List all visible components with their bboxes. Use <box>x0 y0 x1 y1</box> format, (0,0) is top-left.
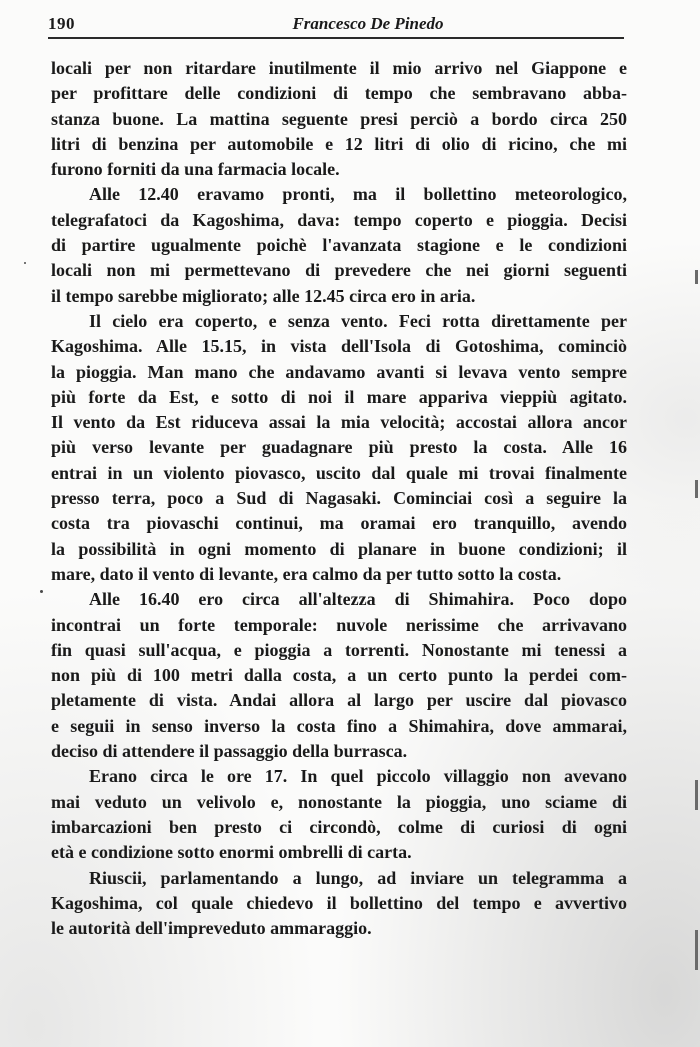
text-line: di partire ugualmente poichè l'avanzata stagione e le condizioni <box>51 235 627 256</box>
page-edge-mark <box>695 780 698 810</box>
text-line: litri di benzina per automobile e 12 litri di olio di ricino, che mi <box>51 133 627 154</box>
page-edge-mark <box>695 270 698 284</box>
text-line: pletamente di vista. Andai allora al largo per uscire dal piovasco <box>51 690 627 711</box>
text-line: stanza buone. La mattina seguente presi perciò a bordo circa 250 <box>51 108 627 129</box>
text-line: furono forniti da una farmacia locale. <box>51 159 340 180</box>
page-edge-mark <box>695 930 698 970</box>
text-line: e seguii in senso inverso la costa fino a Shimahira, dove ammarai, <box>51 715 627 736</box>
text-line: imbarcazioni ben presto ci circondò, colme di curiosi di ogni <box>51 816 627 837</box>
paragraph <box>51 587 627 764</box>
running-head: Francesco De Pinedo <box>292 14 444 33</box>
body-text <box>51 56 627 941</box>
text-line: le autorità dell'impreveduto ammaraggio. <box>51 918 372 939</box>
text-line: età e condizione sotto enormi ombrelli di carta. <box>51 842 412 863</box>
text-line: Alle 16.40 ero circa all'altezza di Shimahira. Poco dopo <box>89 589 627 610</box>
text-line: costa tra piovaschi continui, ma oramai ero tranquillo, avendo <box>51 513 627 534</box>
text-line: locali per non ritardare inutilmente il mio arrivo nel Giappone e <box>51 58 627 78</box>
paragraph <box>51 56 627 182</box>
page-number: 190 <box>48 14 75 33</box>
text-line: Il cielo era coperto, e senza vento. Feci rotta direttamente per <box>89 310 627 331</box>
text-line: Kagoshima. Alle 15.15, in vista dell'Isola di Gotoshima, cominciò <box>51 336 627 357</box>
text-line: Erano circa le ore 17. In quel piccolo villaggio non avevano <box>89 766 627 787</box>
text-line: più verso levante per guadagnare più presto la costa. Alle 16 <box>51 437 627 458</box>
header-rule <box>48 37 624 39</box>
text-line: Kagoshima, col quale chiedevo il bollettino del tempo e avvertivo <box>51 892 627 913</box>
text-line: il tempo sarebbe migliorato; alle 12.45 circa ero in aria. <box>51 285 476 306</box>
text-line: entrai in un violento piovasco, uscito dal quale mi trovai finalmente <box>51 462 627 483</box>
text-line: Alle 12.40 eravamo pronti, ma il bollettino meteorologico, <box>89 184 627 205</box>
text-line: locali non mi permettevano di prevedere che nei giorni seguenti <box>51 260 627 281</box>
text-line: telegrafatoci da Kagoshima, dava: tempo coperto e pioggia. Decisi <box>51 209 627 230</box>
text-line: incontrai un forte temporale: nuvole nerissime che arrivavano <box>51 614 627 635</box>
text-line: non più di 100 metri dalla costa, a un certo punto la perdei com- <box>51 665 627 686</box>
text-line: mai veduto un velivolo e, nonostante la pioggia, uno sciame di <box>51 791 627 812</box>
text-line: più forte da Est, e sotto di noi il mare appariva vieppiù agitato. <box>51 386 627 407</box>
text-line: deciso di attendere il passaggio della burrasca. <box>51 741 408 762</box>
text-line: la possibilità in ogni momento di planare in buone condizioni; il <box>51 538 627 559</box>
text-line: mare, dato il vento di levante, era calmo da per tutto sotto la costa. <box>51 563 562 584</box>
text-line: fin quasi sull'acqua, e pioggia a torrenti. Nonostante mi tenessi a <box>51 639 627 660</box>
text-line: Riuscii, parlamentando a lungo, ad inviare un telegramma a <box>89 867 627 888</box>
scan-speck <box>40 590 43 593</box>
text-line: presso terra, poco a Sud di Nagasaki. Cominciai così a seguire la <box>51 488 627 509</box>
paragraph <box>51 182 627 308</box>
text-line: Il vento da Est riduceva assai la mia velocità; accostai allora ancor <box>51 412 627 433</box>
paragraph <box>51 764 627 865</box>
text-line: per profittare delle condizioni di tempo che sembravano abba- <box>51 83 627 104</box>
page-edge-mark <box>695 480 698 498</box>
text-line: la pioggia. Man mano che andavamo avanti si levava vento sempre <box>51 361 627 382</box>
paragraph <box>51 866 627 942</box>
scan-speck <box>24 262 26 264</box>
paragraph <box>51 309 627 587</box>
